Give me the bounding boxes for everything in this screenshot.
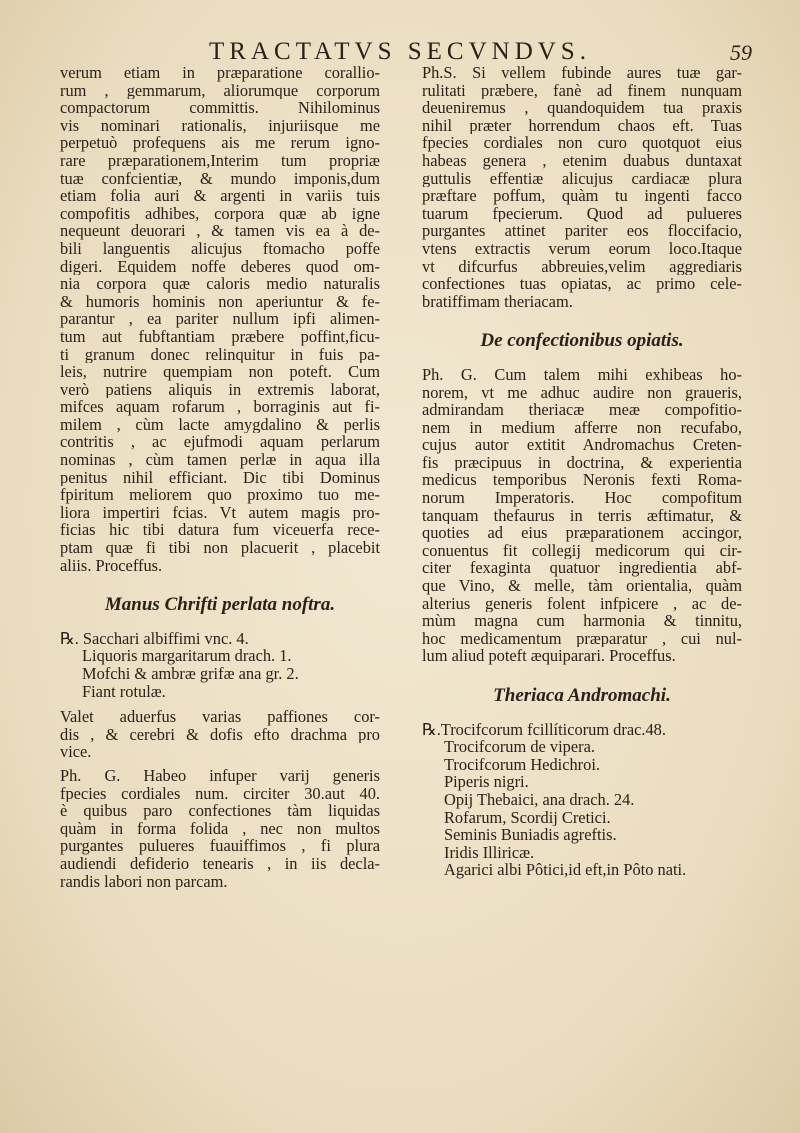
left-column (60, 64, 380, 890)
right-paragraph-2 (422, 366, 742, 665)
text-line: præftare poffum, quàm tu ingenti facco (422, 187, 742, 205)
left-recipe (60, 630, 380, 700)
text-line: confectiones tuas opiatas, ac primo cele- (422, 275, 742, 293)
text-line: Iridis Illiricæ. (444, 843, 535, 862)
text-line: Valet aduerfus varias paffiones cor- (60, 708, 380, 726)
text-line: vtens extractis verum eorum loco.Itaque (422, 239, 742, 258)
text-line: deueniremus , quandoquidem tua praxis (422, 99, 742, 117)
text-line: Ph. G. Habeo infuper varij generis (60, 766, 380, 785)
text-line: Fiant rotulæ. (82, 682, 166, 701)
text-line: quàm in forma folida , nec non multos (60, 819, 380, 838)
text-line: admirandam theriacæ meæ compofitio- (422, 401, 742, 419)
text-line: Trocifcorum de vipera. (444, 738, 595, 756)
text-line: medicus temporibus Neronis fexti Roma- (422, 471, 742, 490)
text-line: rum , gemmarum, aliorumque corporum (60, 81, 380, 100)
text-line: vt difcurfus abbreuies,velim aggrediaris (422, 257, 742, 276)
text-line: purgantes pulueres fuauiffimos , fi plura (60, 837, 380, 855)
text-line: purgantes attinet pariter eos floccifacio, (422, 222, 742, 240)
text-line: & humoris hominis non aperiuntur & fe- (60, 292, 380, 311)
text-line: bili languentis alicujus ftomacho poffe (60, 239, 380, 258)
text-line: Trocifcorum Hedichroi. (444, 755, 600, 774)
text-line: è quibus paro confectiones tàm liquidas (60, 802, 380, 820)
text-line: fpiritum meliorem quo proximo tuo me- (60, 486, 380, 504)
text-line: Ph. G. Cum talem mihi exhibeas ho- (422, 365, 742, 384)
page-number: 59 (730, 40, 752, 65)
text-line: cujus autor extitit Andromachus Creten- (422, 436, 742, 454)
text-line: Mofchi & ambræ grifæ ana gr. 2. (82, 665, 299, 683)
text-line: penitus nihil efficiant. Dic tibi Dominus (60, 468, 380, 487)
text-line: norem, vt me adhuc audire non graueris, (422, 383, 742, 402)
text-line: Seminis Buniadis agreftis. (444, 826, 617, 844)
text-line: habeas genera , etenim duabus duntaxat (422, 151, 742, 170)
right-recipe (422, 721, 742, 879)
text-line: ℞.Trocifcorum fcillíticorum drac.48. (422, 720, 666, 739)
text-line: quoties ad eius præparationem accingor, (422, 524, 742, 542)
text-line: fis præcipuus in doctrina, & experientia (422, 453, 742, 472)
text-line: norum Imperatoris. Hoc compofitum (422, 489, 742, 507)
text-line: vice. (60, 743, 92, 761)
right-paragraph-1 (422, 64, 742, 310)
text-line: tanquam thefaurus in terris æftimatur, & (422, 506, 742, 525)
text-line: lum aliud poteft æquiparari. Proceffus. (422, 647, 676, 665)
text-line: nequeunt deuorari , & tamen vis ea à de- (60, 222, 380, 240)
text-line: aliis. Proceffus. (60, 556, 163, 575)
text-line: leis, nutrire quempiam non poteft. Cum (60, 363, 380, 381)
text-line: Piperis nigri. (444, 773, 529, 791)
text-line: randis labori non parcam. (60, 872, 228, 891)
text-line: alterius generis folent infpicere , ac de- (422, 594, 742, 613)
text-line: rulitati præbere, fanè ad finem nunquam (422, 81, 742, 100)
text-line: que Vino, & melle, tàm orientalia, quàm (422, 577, 742, 595)
text-line: verum etiam in præparatione corallio- (60, 64, 380, 82)
text-line: contritis , ac ejufmodi aquam perlarum (60, 433, 380, 452)
text-line: parantur , ea pariter nullum ipfi alimen- (60, 310, 380, 328)
text-line: mùm magna cum harmonia & tinnitu, (422, 612, 742, 630)
text-line: bratiffimam theriacam. (422, 292, 573, 311)
text-line: tuæ confcientiæ, & mundo imponis,dum (60, 169, 380, 188)
text-line: nominas , cùm tamen perlæ in aqua illa (60, 451, 380, 469)
right-heading-de-confectionibus: De confectionibus opiatis. (480, 330, 684, 352)
right-column (422, 64, 742, 879)
text-line: milem , cùm lacte amygdalino & perlis (60, 415, 380, 434)
text-line: vis nominari rationalis, injuriisque me (60, 116, 380, 135)
text-line: liora impertiri fcias. Vt autem magis pro- (60, 503, 380, 522)
left-paragraph-1 (60, 64, 380, 574)
running-head: TRACTATVS SECVNDVS. (209, 38, 591, 65)
text-line: Opij Thebaici, ana drach. 24. (444, 790, 635, 809)
right-heading-theriaca: Theriaca Andromachi. (493, 685, 671, 706)
text-line: verò patiens aliquis in extremis laborat, (60, 380, 380, 399)
text-line: tum aut fubftantiam præbere poffint,ficu- (60, 327, 380, 346)
text-line: digeri. Equidem noffe deberes quod om- (60, 257, 380, 276)
text-line: Liquoris margaritarum drach. 1. (82, 647, 292, 665)
text-line: Ph.S. Si vellem fubinde aures tuæ gar- (422, 64, 742, 82)
text-line: compofitis adhibes, corpora quæ ab igne (60, 204, 380, 223)
text-line: nihil præter horrendum chaos eft. Tuas (422, 116, 742, 135)
left-paragraph-2 (60, 708, 380, 761)
text-line: perpetuò profequens ais me rerum igno- (60, 134, 380, 152)
text-line: audiendi defiderio tenearis , in iis decla- (60, 854, 380, 873)
text-line: conuentus fit collegij medicorum qui cir- (422, 541, 742, 560)
left-heading-manus-christi: Manus Chrifti perlata noftra. (104, 594, 336, 616)
text-line: ti granum donec relinquitur in fuis pa- (60, 345, 380, 364)
text-line: fpecies cordiales non curo quotquot eius (422, 134, 742, 152)
text-line: guttulis effentiæ alicujus cardiacæ plura (422, 169, 742, 188)
text-line: compactorum committis. Nihilominus (60, 99, 380, 117)
text-line: Rofarum, Scordij Cretici. (444, 808, 611, 827)
text-line: Agarici albi Pôtici,id eft,in Pôto nati. (444, 861, 687, 879)
text-line: ficias hic tibi datura fum viceuerfa rece- (60, 521, 380, 540)
text-line: ℞. Sacchari albiffimi vnc. 4. (60, 629, 249, 648)
text-line: mifces aquam rofarum , borraginis aut fi- (60, 398, 380, 416)
text-line: nem in medium afferre non recufabo, (422, 418, 742, 437)
left-paragraph-3 (60, 767, 380, 890)
text-line: fpecies cordiales num. circiter 30.aut 40. (60, 784, 380, 803)
text-line: rare præparationem,Interim tum propriæ (60, 151, 380, 170)
text-line: nia corpora quæ caloris medio naturalis (60, 275, 380, 293)
text-line: tuarum fpecierum. Quod ad pulueres (422, 204, 742, 223)
text-line: citer fexaginta quatuor ingredientia abf- (422, 559, 742, 578)
text-line: etiam folia auri & argenti in variis tuis (60, 187, 380, 205)
text-line: dis , & cerebri & dofis efto drachma pro (60, 725, 380, 744)
text-line: hoc medicamentum præparatur , cui nul- (422, 629, 742, 648)
text-line: ptam quæ fi tibi non placuerit , placebit (60, 539, 380, 557)
